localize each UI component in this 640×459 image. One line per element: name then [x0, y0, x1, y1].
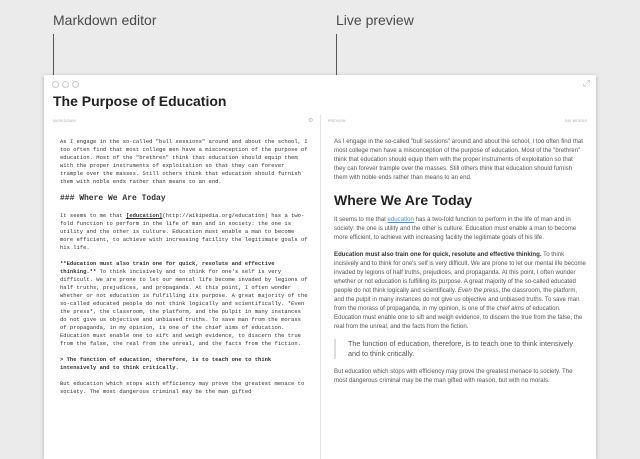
live-preview	[334, 137, 586, 393]
preview-italic-text: chief aims	[496, 305, 525, 312]
app-window	[44, 75, 596, 459]
preview-blockquote: The function of education, therefore, is to teach one to think intensively and to think critically.	[334, 339, 586, 359]
editor-bar-label: MARKDOWN	[53, 119, 76, 123]
gear-icon[interactable]: ⚙	[308, 118, 314, 124]
editor-text: (http://wikipedia.org/education) has a two-fold function to perform in the life of man and in society: the one is utility and the other is culture. Education must enable a man to become more efficient, to achieve with increasing facility the legitimate goals of his life.	[60, 212, 308, 251]
editor-paragraph	[60, 260, 310, 348]
zoom-window-button[interactable]	[72, 81, 79, 88]
markdown-editor-callout: Markdown editor	[53, 12, 157, 28]
editor-text: It seems to me that	[60, 212, 127, 219]
preview-paragraph: As I engage in the so-called "bull sessions" around and about the school, I too often find that most college men have a misconception of the purpose of education. Most of the "brethren" think that education should equip them with the proper instruments of exploitation so that they can forever trample over the masses. Still others think that education should furnish them with noble ends rather than means to an end.	[334, 138, 583, 181]
preview-paragraph: But education which stops with efficiency may prove the greatest menace to society. The most dangerous criminal may be the man gifted with reason, but with no morals.	[334, 368, 573, 384]
editor-paragraph: As I engage in the so-called "bull sessions" around and about the school, I too often find that most college men have a misconception of the purpose of education. Most of the "brethren" think that education should equip them with the proper instruments of exploitation so that they can forever trample over the masses. Still others think that education should furnish them with noble ends rather than means to an end.	[60, 138, 308, 185]
preview-bold-text: Education must also train one for quick, resolute and effective thinking.	[334, 251, 542, 258]
editor-text: To think incisively and to think for one's self is very difficult. We are prone to let our mental life become invaded by legions of half truths, prejudices, and propaganda. At this point, I often wonder whether or not education is fulfilling its purpose. A great majority of the so-called educated people do not think logically and scientifically. *Even the press*, the classroom, the platform, and the pulpit in many instances do not give us objective and unbiased truths. To save man from the morass of propaganda, in my opinion, is one of the chief aims of education. Education must enable one to sift and weigh evidence, to discern the true from the false, the real from the unreal, and the facts from the fiction.	[60, 268, 308, 347]
document-title[interactable]: The Purpose of Education	[53, 93, 227, 109]
preview-text: of education. Education must enable one to sift and weigh evidence, to discern the true from the false, the real from the unreal, and the facts from the fiction.	[334, 305, 583, 330]
preview-bar-label: PREVIEW	[328, 119, 346, 123]
live-preview-callout: Live preview	[336, 12, 414, 28]
editor-bold-text: **Education must also train one for quick, resolute and effective thinking.**	[60, 260, 275, 275]
editor-link-text: [education]	[126, 212, 163, 219]
word-count: 540 WORDS	[564, 119, 587, 123]
preview-italic-text: Even the press	[457, 287, 499, 294]
editor-paragraph	[60, 212, 310, 252]
preview-text: , the classroom, the platform, and the pulpit in many instances do not give us objective and unbiased truths. To save man from the morass of propaganda, in my opinion, is one of the	[334, 287, 580, 312]
editor-paragraph: But education which stops with efficiency may prove the greatest menace to society. The most dangerous criminal may be the man gifted	[60, 380, 305, 395]
preview-text: To think incisively and to think for one's self is very difficult. We are prone to let our mental life become invaded by legions of half truths, prejudices, and propaganda. At this point, I often wonder whether or not education is fulfilling its purpose. A great majority of the so-called educated people do not think logically and scientifically.	[334, 251, 586, 294]
window-controls	[52, 81, 79, 88]
editor-heading: ### Where We Are Today	[60, 194, 166, 203]
markdown-editor[interactable]	[60, 138, 310, 404]
pane-divider[interactable]	[320, 115, 321, 459]
preview-paragraph	[334, 215, 586, 242]
preview-paragraph	[334, 250, 586, 331]
expand-icon[interactable]: ⤢	[582, 79, 590, 89]
preview-text: It seems to me that	[334, 216, 388, 223]
close-window-button[interactable]	[52, 81, 59, 88]
preview-text: has a two-fold function to perform in the life of man and in society: the one is utility and the other is culture. Education must enable a man to become more efficient, to achieve with increasing facility the legitimate goals of his life.	[334, 216, 577, 241]
minimize-window-button[interactable]	[62, 81, 69, 88]
editor-blockquote: > The function of education, therefore, is to teach one to think intensively and to think critically.	[60, 356, 272, 371]
preview-heading: Where We Are Today	[334, 192, 473, 208]
education-link[interactable]: education	[387, 216, 414, 223]
